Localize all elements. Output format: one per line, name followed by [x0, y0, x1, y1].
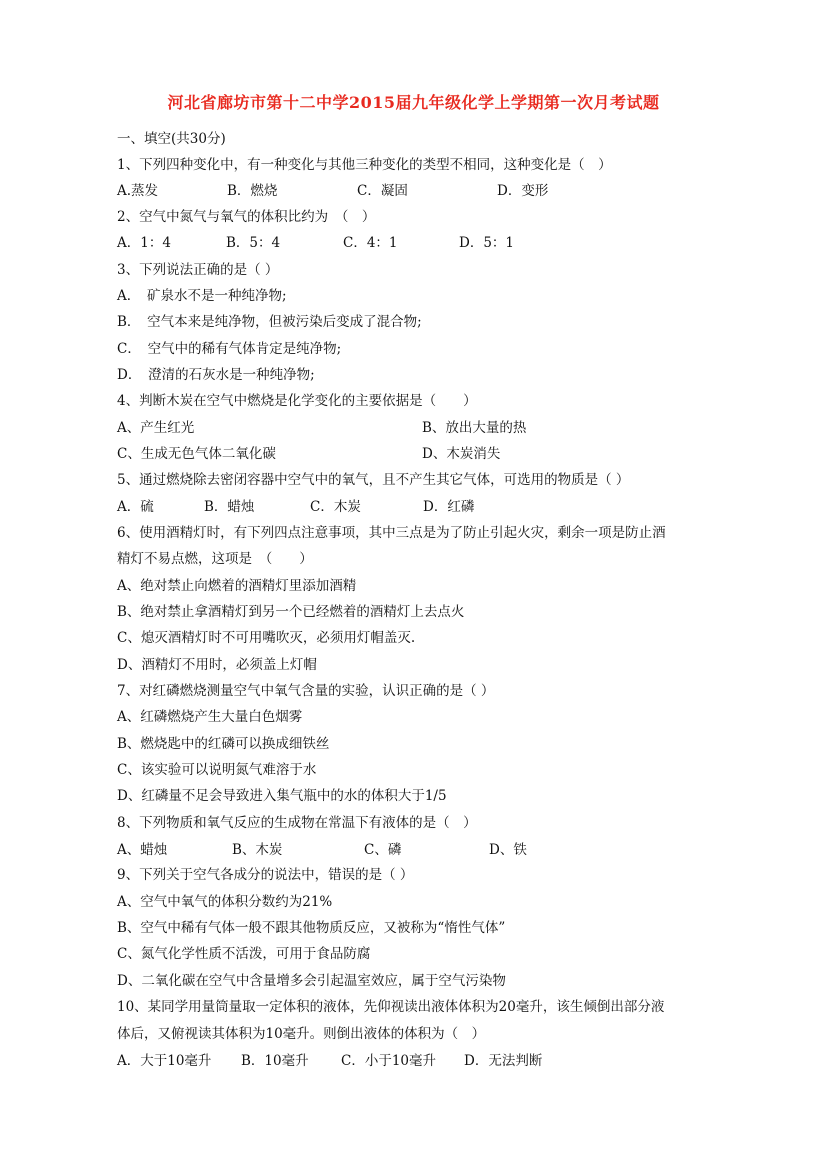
q10-option-d: D．无法判断	[464, 1053, 543, 1069]
q2-option-a: A．1：4	[117, 235, 171, 251]
question-10: 10、某同学用量筒量取一定体积的液体，先仰视读出液体体积为20毫升，该生倾倒出部分液	[117, 999, 665, 1015]
question-4: 4、判断木炭在空气中燃烧是化学变化的主要依据是（ ）	[117, 393, 477, 409]
q1-option-d: D．变形	[497, 183, 549, 199]
question-2: 2、空气中氮气与氧气的体积比约为 （ ）	[117, 209, 376, 225]
q4-option-d: D、木炭消失	[422, 446, 501, 462]
q7-option-d: D、红磷量不足会导致进入集气瓶中的水的体积大于1/5	[117, 788, 447, 804]
q1-option-a: A.蒸发	[117, 183, 159, 199]
q5-option-b: B．蜡烛	[204, 499, 255, 515]
q1-option-c: C．凝固	[357, 183, 408, 199]
q8-option-a: A、蜡烛	[117, 842, 168, 858]
question-3: 3、下列说法正确的是（ ）	[117, 262, 279, 278]
q6-option-d: D、酒精灯不用时，必须盖上灯帽	[117, 657, 317, 673]
q9-option-b: B、空气中稀有气体一般不跟其他物质反应，又被称为“惰性气体”	[117, 920, 506, 936]
q2-option-d: D．5：1	[459, 235, 515, 251]
q10-option-b: B．10毫升	[241, 1053, 309, 1069]
q2-option-b: B．5：4	[226, 235, 281, 251]
page-title: 河北省廊坊市第十二中学2015届九年级化学上学期第一次月考试题	[167, 93, 660, 112]
question-9: 9、下列关于空气各成分的说法中，错误的是（ ）	[117, 867, 414, 883]
q5-option-d: D．红磷	[423, 499, 475, 515]
q9-option-d: D、二氧化碳在空气中含量增多会引起温室效应，属于空气污染物	[117, 973, 506, 989]
q2-option-c: C．4：1	[343, 235, 398, 251]
q6-option-a: A、绝对禁止向燃着的酒精灯里添加酒精	[117, 578, 357, 594]
q10-option-a: A．大于10毫升	[117, 1053, 212, 1069]
question-10-cont: 体后，又俯视读其体积为10毫升。则倒出液体的体积为（ ）	[117, 1026, 486, 1042]
question-5: 5、通过燃烧除去密闭容器中空气中的氧气，且不产生其它气体，可选用的物质是（ ）	[117, 472, 630, 488]
q5-option-a: A．硫	[117, 499, 154, 515]
q8-option-d: D、铁	[489, 842, 527, 858]
q7-option-a: A、红磷燃烧产生大量白色烟雾	[117, 709, 303, 725]
q9-option-c: C、氮气化学性质不活泼，可用于食品防腐	[117, 946, 371, 962]
question-6: 6、使用酒精灯时，有下列四点注意事项，其中三点是为了防止引起火灾，剩余一项是防止酒	[117, 525, 666, 541]
q8-option-c: C、磷	[364, 842, 402, 858]
q4-option-a: A、产生红光	[117, 420, 195, 436]
question-7: 7、对红磷燃烧测量空气中氧气含量的实验，认识正确的是（ ）	[117, 683, 495, 699]
q4-option-b: B、放出大量的热	[422, 420, 527, 436]
q1-option-b: B．燃烧	[227, 183, 278, 199]
question-6-cont: 精灯不易点燃，这项是 （ ）	[117, 551, 313, 567]
question-1: 1、下列四种变化中，有一种变化与其他三种变化的类型不相同，这种变化是（ ）	[117, 157, 612, 173]
q5-option-c: C．木炭	[310, 499, 361, 515]
q6-option-b: B、绝对禁止拿酒精灯到另一个已经燃着的酒精灯上去点火	[117, 604, 465, 620]
q3-option-a: A． 矿泉水不是一种纯净物;	[117, 288, 287, 304]
q3-option-d: D． 澄清的石灰水是一种纯净物;	[117, 367, 315, 383]
q6-option-c: C、熄灭酒精灯时不可用嘴吹灭，必须用灯帽盖灭.	[117, 630, 416, 646]
q7-option-c: C、该实验可以说明氮气难溶于水	[117, 762, 317, 778]
q10-option-c: C．小于10毫升	[341, 1053, 437, 1069]
q3-option-b: B． 空气本来是纯净物，但被污染后变成了混合物;	[117, 314, 422, 330]
q9-option-a: A、空气中氧气的体积分数约为21%	[117, 894, 333, 910]
q4-option-c: C、生成无色气体二氧化碳	[117, 446, 276, 462]
q7-option-b: B、燃烧匙中的红磷可以换成细铁丝	[117, 736, 330, 752]
section-heading: 一、填空(共30分)	[117, 131, 226, 147]
question-8: 8、下列物质和氧气反应的生成物在常温下有液体的是（ ）	[117, 815, 477, 831]
q8-option-b: B、木炭	[232, 842, 283, 858]
q3-option-c: C． 空气中的稀有气体肯定是纯净物;	[117, 341, 342, 357]
